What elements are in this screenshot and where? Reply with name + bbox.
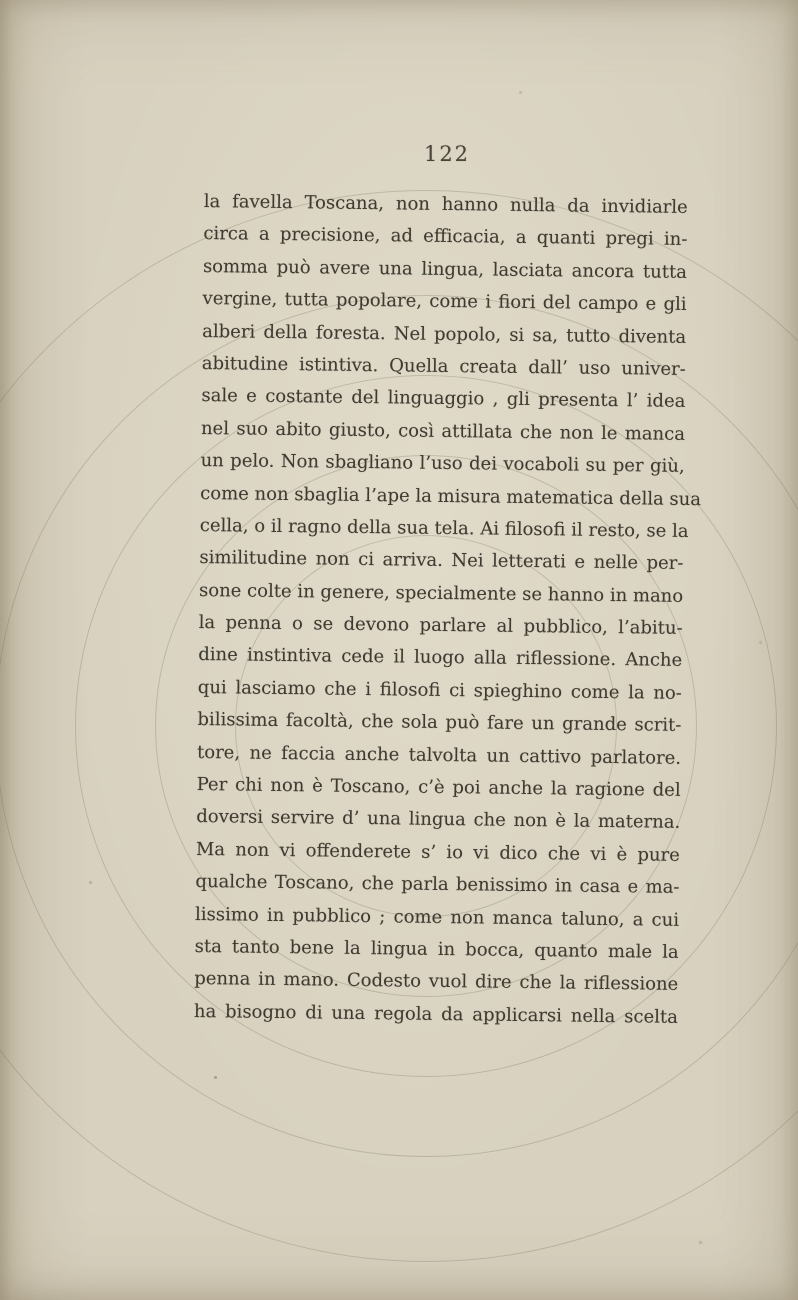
text-line: similitudine non ci arriva. Nei letterati e nelle per- [199, 547, 684, 575]
text-line: circa a precisione, ad efficacia, a quanti pregi in- [203, 223, 688, 251]
text-line: Per chi non è Toscano, c’è poi anche la ragione del [196, 773, 681, 801]
text-line: un pelo. Non sbagliano l’uso dei vocaboli su per giù, [200, 450, 685, 478]
text-line: vergine, tutta popolare, come i fiori del campo e gli [202, 288, 687, 316]
text-line: Ma non vi offenderete s’ io vi dico che vi è pure [195, 838, 680, 866]
text-line: la favella Toscana, non hanno nulla da invidiarle [203, 190, 688, 218]
text-line: bilissima facoltà, che sola può fare un grande scrit- [197, 709, 682, 737]
text-line: tore, ne faccia anche talvolta un cattivo parlatore. [196, 741, 682, 769]
paper-speck [214, 1076, 217, 1079]
text-line: lissimo in pubblico ; come non manca taluno, a cui [194, 903, 680, 931]
text-line: qui lasciamo che i filosofi ci spieghino come la no- [197, 676, 682, 704]
text-line: doversi servire d’ una lingua che non è la materna. [196, 806, 681, 834]
body-text [193, 186, 702, 1034]
text-line: abitudine istintiva. Quella creata dall’ uso univer- [201, 352, 686, 380]
text-line: qualche Toscano, che parla benissimo in casa e ma- [195, 871, 680, 899]
text-line: ha bisogno di una regola da applicarsi nella scelta [193, 1000, 679, 1028]
text-line: penna in mano. Codesto vuol dire che la riflessione [194, 968, 679, 996]
text-line: alberi della foresta. Nel popolo, si sa, tutto diventa [202, 320, 687, 348]
text-line: la penna o se devono parlare al pubblico, l’abitu- [198, 612, 683, 639]
page-number: 122 [423, 142, 471, 166]
text-line: somma può avere una lingua, lasciata ancora tutta [202, 255, 688, 283]
text-line: cella, o il ragno della sua tela. Ai filosofi il resto, se la [199, 514, 689, 542]
text-line: come non sbaglia l’ape la misura matematica della sua [200, 482, 702, 510]
text-line: sta tanto bene la lingua in bocca, quanto male la [194, 935, 679, 963]
text-line: sale e costante del linguaggio , gli presenta l’ idea [201, 385, 686, 413]
text-line: sone colte in genere, specialmente se hanno in mano [198, 579, 684, 607]
text-line: dine instintiva cede il luogo alla riflessione. Anche [198, 644, 683, 672]
text-line: nel suo abito giusto, così attillata che non le manca [200, 417, 686, 445]
